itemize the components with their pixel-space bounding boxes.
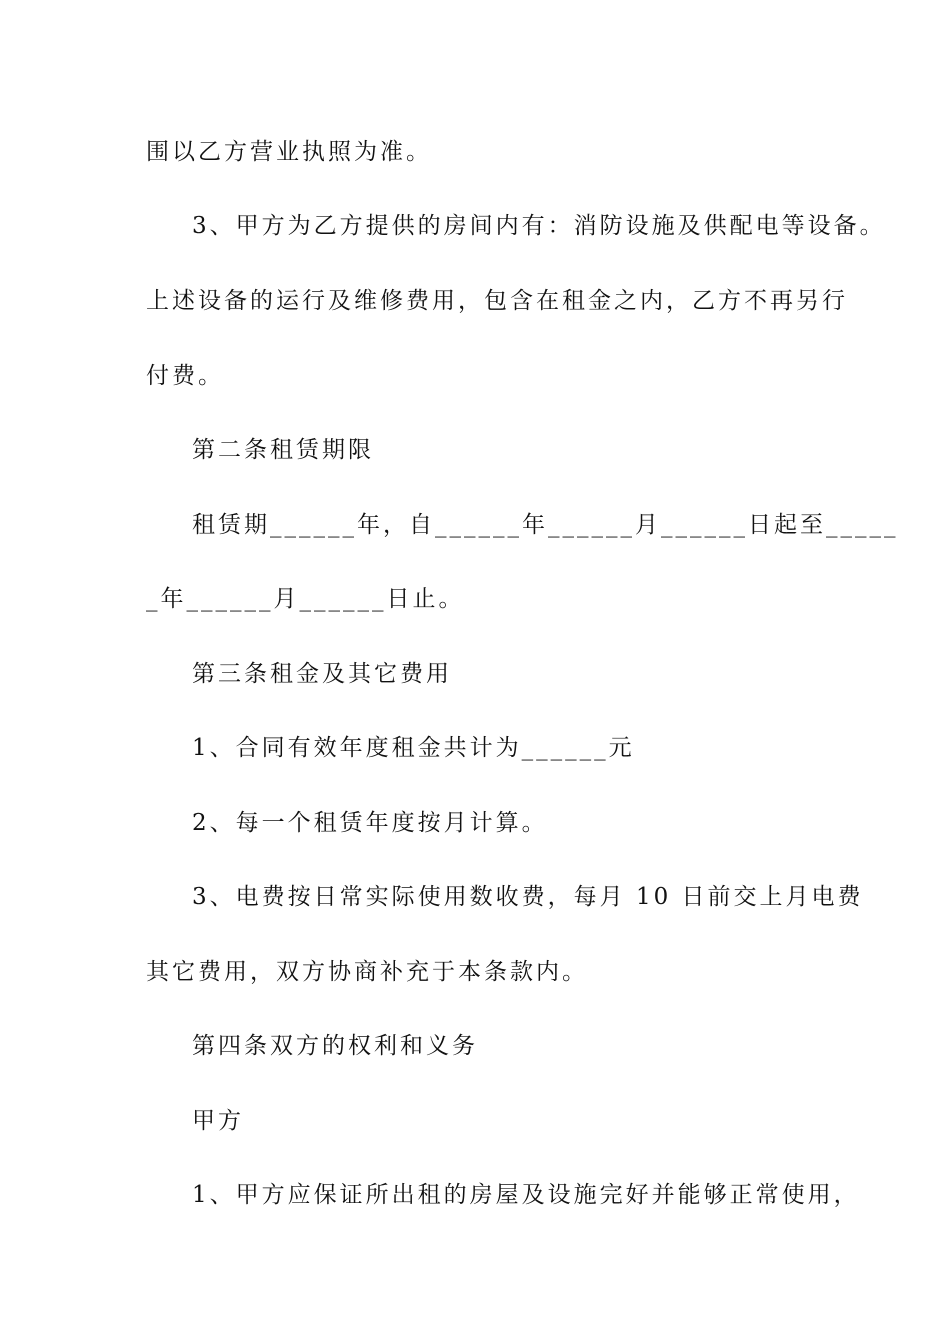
paragraph-line-annual-rent: 1、合同有效年度租金共计为______元 (192, 735, 635, 761)
paragraph-line-lease-period-end: _年______月______日止。 (146, 586, 465, 612)
section-heading-rights-and-obligations: 第四条双方的权利和义务 (192, 1033, 478, 1059)
paragraph-line-lease-period: 租赁期______年，自______年______月______日起至_____ (192, 512, 899, 538)
paragraph-line-business-scope-end: 围以乙方营业执照为准。 (146, 139, 432, 165)
paragraph-line-monthly-calculation: 2、每一个租赁年度按月计算。 (192, 810, 548, 836)
paragraph-line-electricity-fee: 3、电费按日常实际使用数收费，每月 10 日前交上月电费 (192, 884, 864, 910)
paragraph-line-payment: 付费。 (146, 363, 224, 389)
section-heading-lease-term: 第二条租赁期限 (192, 437, 374, 463)
subheading-party-a: 甲方 (192, 1108, 244, 1134)
paragraph-line-facilities: 3、甲方为乙方提供的房间内有：消防设施及供配电等设备。 (192, 213, 886, 239)
paragraph-line-other-fees: 其它费用，双方协商补充于本条款内。 (146, 959, 588, 985)
paragraph-line-party-a-obligation: 1、甲方应保证所出租的房屋及设施完好并能够正常使用， (192, 1182, 860, 1208)
section-heading-rent-and-fees: 第三条租金及其它费用 (192, 661, 452, 687)
paragraph-line-maintenance-costs: 上述设备的运行及维修费用，包含在租金之内，乙方不再另行 (146, 288, 848, 314)
